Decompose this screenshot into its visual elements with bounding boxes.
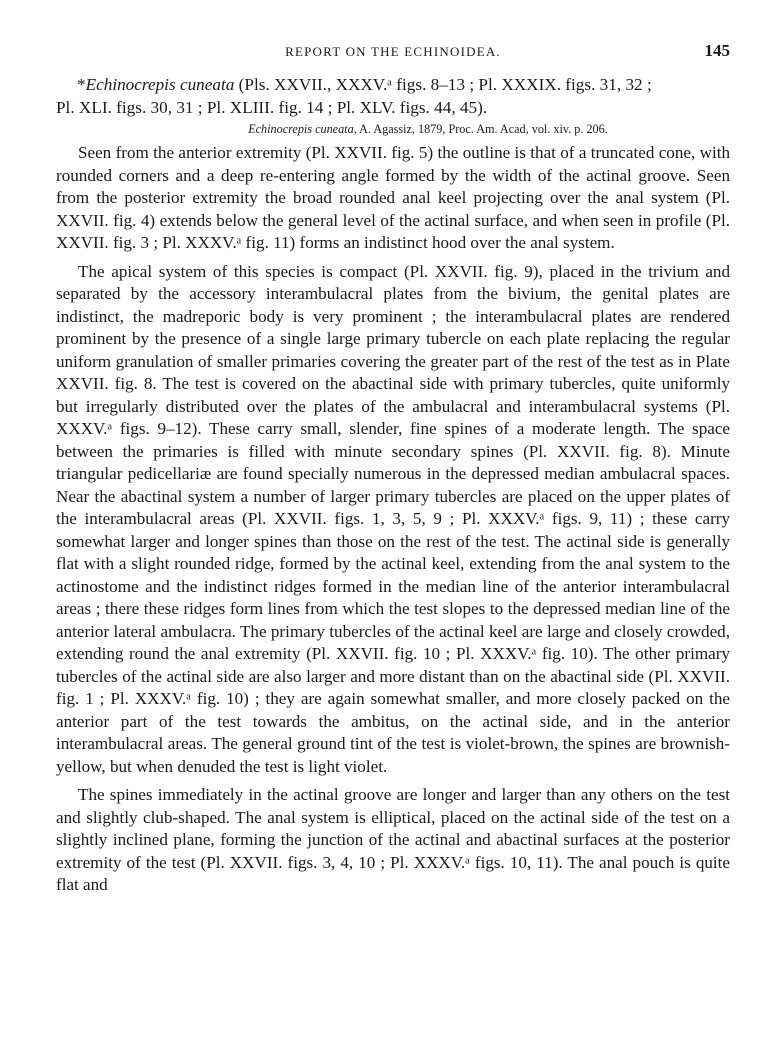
- running-title: REPORT ON THE ECHINOIDEA.: [285, 44, 501, 59]
- citation-reference: , A. Agassiz, 1879, Proc. Am. Acad, vol. xiv. p. 206.: [353, 122, 608, 136]
- asterisk-mark: *: [77, 75, 86, 94]
- citation-species-name: Echinocrepis cuneata: [248, 122, 354, 136]
- species-entry-heading: [56, 74, 730, 119]
- running-header: [56, 41, 730, 74]
- plate-references-line-2: Pl. XLI. figs. 30, 31 ; Pl. XLIII. fig. 14 ; Pl. XLV. figs. 44, 45).: [56, 97, 488, 117]
- page: [56, 41, 730, 903]
- paragraph-outline: Seen from the anterior extremity (Pl. XXVII. fig. 5) the outline is that of a truncated cone, with rounded corners and a deep re-entering angle formed by the width of the actinal groove. Seen from the posterior extremity the broad rounded anal keel projecting over the anal system (Pl. XXVII. fig. 4) extends below the general level of the actinal surface, and when seen in profile (Pl. XXVII. fig. 3 ; Pl. XXXV.ᵃ fig. 11) forms an indistinct hood over the anal system.: [56, 143, 730, 252]
- page-number: 145: [704, 41, 730, 60]
- species-name: Echinocrepis cuneata: [85, 75, 235, 94]
- plate-references-line-1: (Pls. XXVII., XXXV.ᵃ figs. 8–13 ; Pl. XXXIX. figs. 31, 32 ;: [234, 75, 652, 94]
- paragraph-spines-anal-system: The spines immediately in the actinal groove are longer and larger than any others on the test and slightly club-shaped. The anal system is elliptical, placed on the actinal side of the test on a slightly inclined plane, forming the junction of the actinal and abactinal surfaces at the posterior extremity of the test (Pl. XXVII. figs. 3, 4, 10 ; Pl. XXXV.ᵃ figs. 10, 11). The anal pouch is quite flat and: [56, 785, 730, 894]
- paragraph-apical-system: The apical system of this species is compact (Pl. XXVII. fig. 9), placed in the trivium and separated by the accessory interambulacral plates from the bivium, the genital plates are indistinct, the madreporic body is very prominent ; the interambulacral plates are rendered prominent by the presence of a single large primary tubercle on each plate replacing the regular uniform granulation of smaller primaries covering the greater part of the rest of the test as in Plate XXVII. fig. 8. The test is covered on the abactinal side with primary tubercles, quite uniformly but irregularly distributed over the plates of the ambulacral and interambulacral systems (Pl. XXXV.ᵃ figs. 9–12). These carry small, slender, fine spines of a moderate length. The space between the primaries is filled with minute secondary spines (Pl. XXVII. fig. 8). Minute triangular pedicellariæ are found specially numerous in the depressed median ambulacral spaces. Near the abactinal system a number of larger primary tubercles are placed on the upper plates of the interambulacral areas (Pl. XXVII. figs. 1, 3, 5, 9 ; Pl. XXXV.ᵃ figs. 9, 11) ; these carry somewhat larger and longer spines than those on the rest of the test. The actinal side is generally flat with a slight rounded ridge, formed by the actinal keel, extending from the anal system to the actinostome and the indistinct ridges formed in the median line of the anterior interambulacral areas ; there these ridges form lines from which the test slopes to the depressed median line of the anterior lateral ambulacra. The primary tubercles of the actinal keel are large and closely crowded, extending round the anal extremity (Pl. XXVII. fig. 10 ; Pl. XXXV.ᵃ fig. 10). The other primary tubercles of the actinal side are also larger and more distant than on the abactinal side (Pl. XXVII. fig. 1 ; Pl. XXXV.ᵃ fig. 10) ; they are again somewhat smaller, and more closely packed on the anterior part of the test towards the ambitus, on the actinal side, and in the anterior interambulacral areas. The general ground tint of the test is violet-brown, the spines are brownish-yellow, but when denuded the test is light violet.: [56, 261, 730, 776]
- synonymy-citation: [56, 122, 730, 137]
